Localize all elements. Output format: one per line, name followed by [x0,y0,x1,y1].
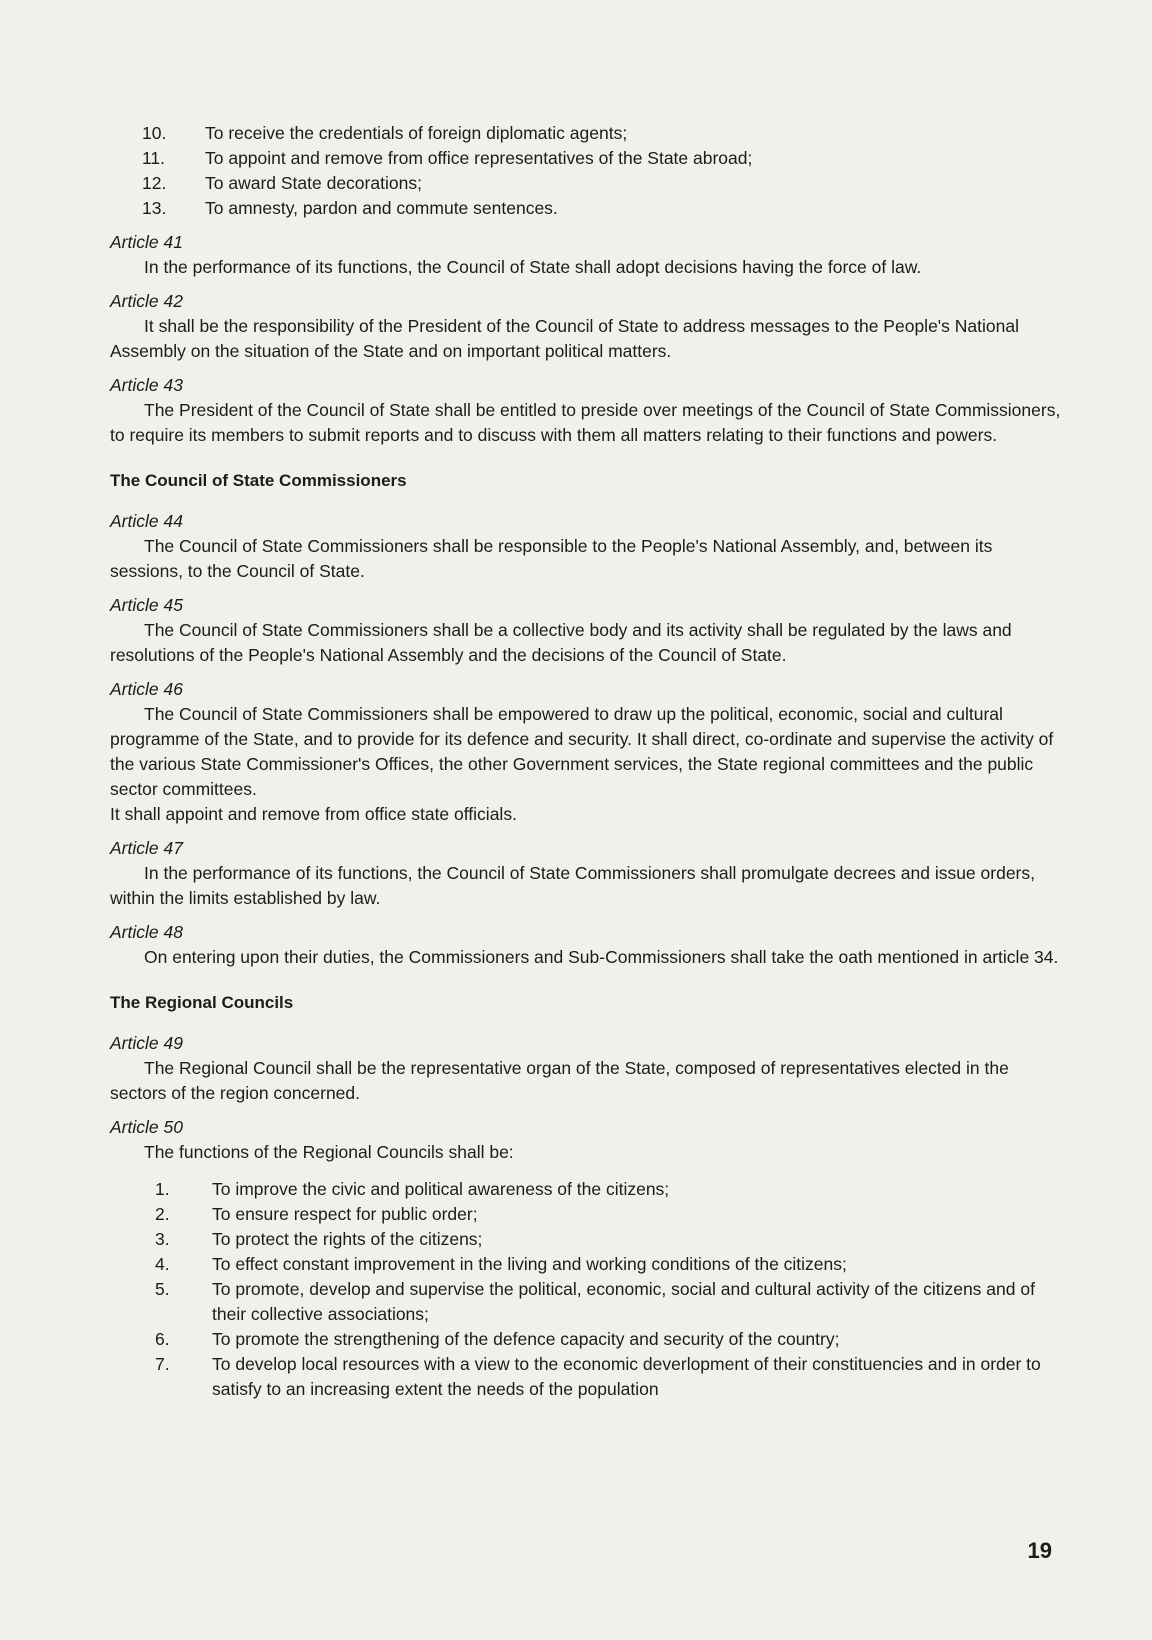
list-item-number: 7. [155,1354,170,1374]
list-item-number: 13. [142,198,167,218]
list-item-text: To improve the civic and political awareness of the citizens; [212,1179,670,1199]
article-42 [110,289,1062,364]
article-47 [110,836,1062,911]
article-body: The Council of State Commissioners shall be a collective body and its activity shall be regulated by the laws and resolutions of the People's National Assembly and the decisions of the Council of State. [110,620,1012,665]
list-item-text: To effect constant improvement in the living and working conditions of the citizens; [212,1254,847,1274]
list-item-text: To ensure respect for public order; [212,1204,478,1224]
section-heading-council-commissioners: The Council of State Commissioners [110,471,407,490]
list-item [142,121,1062,146]
list-item-number: 1. [155,1179,170,1199]
list-item [155,1227,1062,1252]
list-item-number: 6. [155,1329,170,1349]
article-title: Article 46 [110,679,183,699]
article-body-continued: It shall appoint and remove from office state officials. [110,804,517,824]
article-body: In the performance of its functions, the Council of State shall adopt decisions having the force of law. [144,257,922,277]
article-49 [110,1031,1062,1106]
article-body: The President of the Council of State shall be entitled to preside over meetings of the Council of State Commissioners, to require its members to submit reports and to discuss with them all matters relating to their functions and powers. [110,400,1061,445]
list-item [142,146,1062,171]
article-title: Article 49 [110,1033,183,1053]
list-item-text: To promote the strengthening of the defence capacity and security of the country; [212,1329,840,1349]
article-title: Article 50 [110,1117,183,1137]
article-body: The Regional Council shall be the representative organ of the State, composed of representatives elected in the sectors of the region concerned. [110,1058,1009,1103]
list-item-number: 2. [155,1204,170,1224]
list-item-number: 11. [142,148,166,168]
article-title: Article 43 [110,375,183,395]
article-48 [110,920,1062,970]
list-item-number: 4. [155,1254,170,1274]
list-item [155,1202,1062,1227]
list-item-number: 10. [142,123,167,143]
article-50 [110,1115,1062,1165]
list-item [155,1327,1062,1352]
list-item-number: 12. [142,173,167,193]
list-item-text: To amnesty, pardon and commute sentences. [205,198,558,218]
list-item [155,1277,1062,1327]
list-item-text: To develop local resources with a view to the economic deverlopment of their constituencies and in order to satisfy to an increasing extent the needs of the population [212,1354,1041,1399]
regional-council-functions-list [155,1177,1062,1402]
article-body: The Council of State Commissioners shall be responsible to the People's National Assembly, and, between its sessions, to the Council of State. [110,536,993,581]
list-item-text: To promote, develop and supervise the political, economic, social and cultural activity of the citizens and of their collective associations; [212,1279,1035,1324]
article-title: Article 44 [110,511,183,531]
article-title: Article 45 [110,595,183,615]
list-item-number: 5. [155,1279,170,1299]
list-item [155,1252,1062,1277]
article-43 [110,373,1062,448]
page-number: 19 [1027,1538,1052,1563]
article-title: Article 42 [110,291,183,311]
article-body: The functions of the Regional Councils shall be: [144,1142,514,1162]
section-heading-regional-councils: The Regional Councils [110,993,294,1012]
list-item-text: To protect the rights of the citizens; [212,1229,483,1249]
article-title: Article 41 [110,232,183,252]
article-body: It shall be the responsibility of the President of the Council of State to address messages to the People's National Assembly on the situation of the State and on important political matters. [110,316,1019,361]
list-item [142,171,1062,196]
page-content [110,121,1062,1402]
article-41 [110,230,1062,280]
article-44 [110,509,1062,584]
article-title: Article 48 [110,922,183,942]
article-title: Article 47 [110,838,183,858]
article-46 [110,677,1062,827]
list-item-number: 3. [155,1229,170,1249]
list-item-text: To receive the credentials of foreign diplomatic agents; [205,123,628,143]
article-body: On entering upon their duties, the Commissioners and Sub-Commissioners shall take the oath mentioned in article 34. [144,947,1059,967]
article-45 [110,593,1062,668]
list-item-text: To award State decorations; [205,173,422,193]
powers-list-continued [142,121,1062,221]
list-item [142,196,1062,221]
list-item [155,1352,1062,1402]
article-body: The Council of State Commissioners shall be empowered to draw up the political, economic, social and cultural programme of the State, and to provide for its defence and security. It shall direct, co-ordinate and supervise the activity of the various State Commissioner's Offices, the other Government services, the State regional committees and the public sector committees. [110,704,1054,799]
list-item-text: To appoint and remove from office representatives of the State abroad; [205,148,753,168]
list-item [155,1177,1062,1202]
article-body: In the performance of its functions, the Council of State Commissioners shall promulgate decrees and issue orders, within the limits established by law. [110,863,1035,908]
